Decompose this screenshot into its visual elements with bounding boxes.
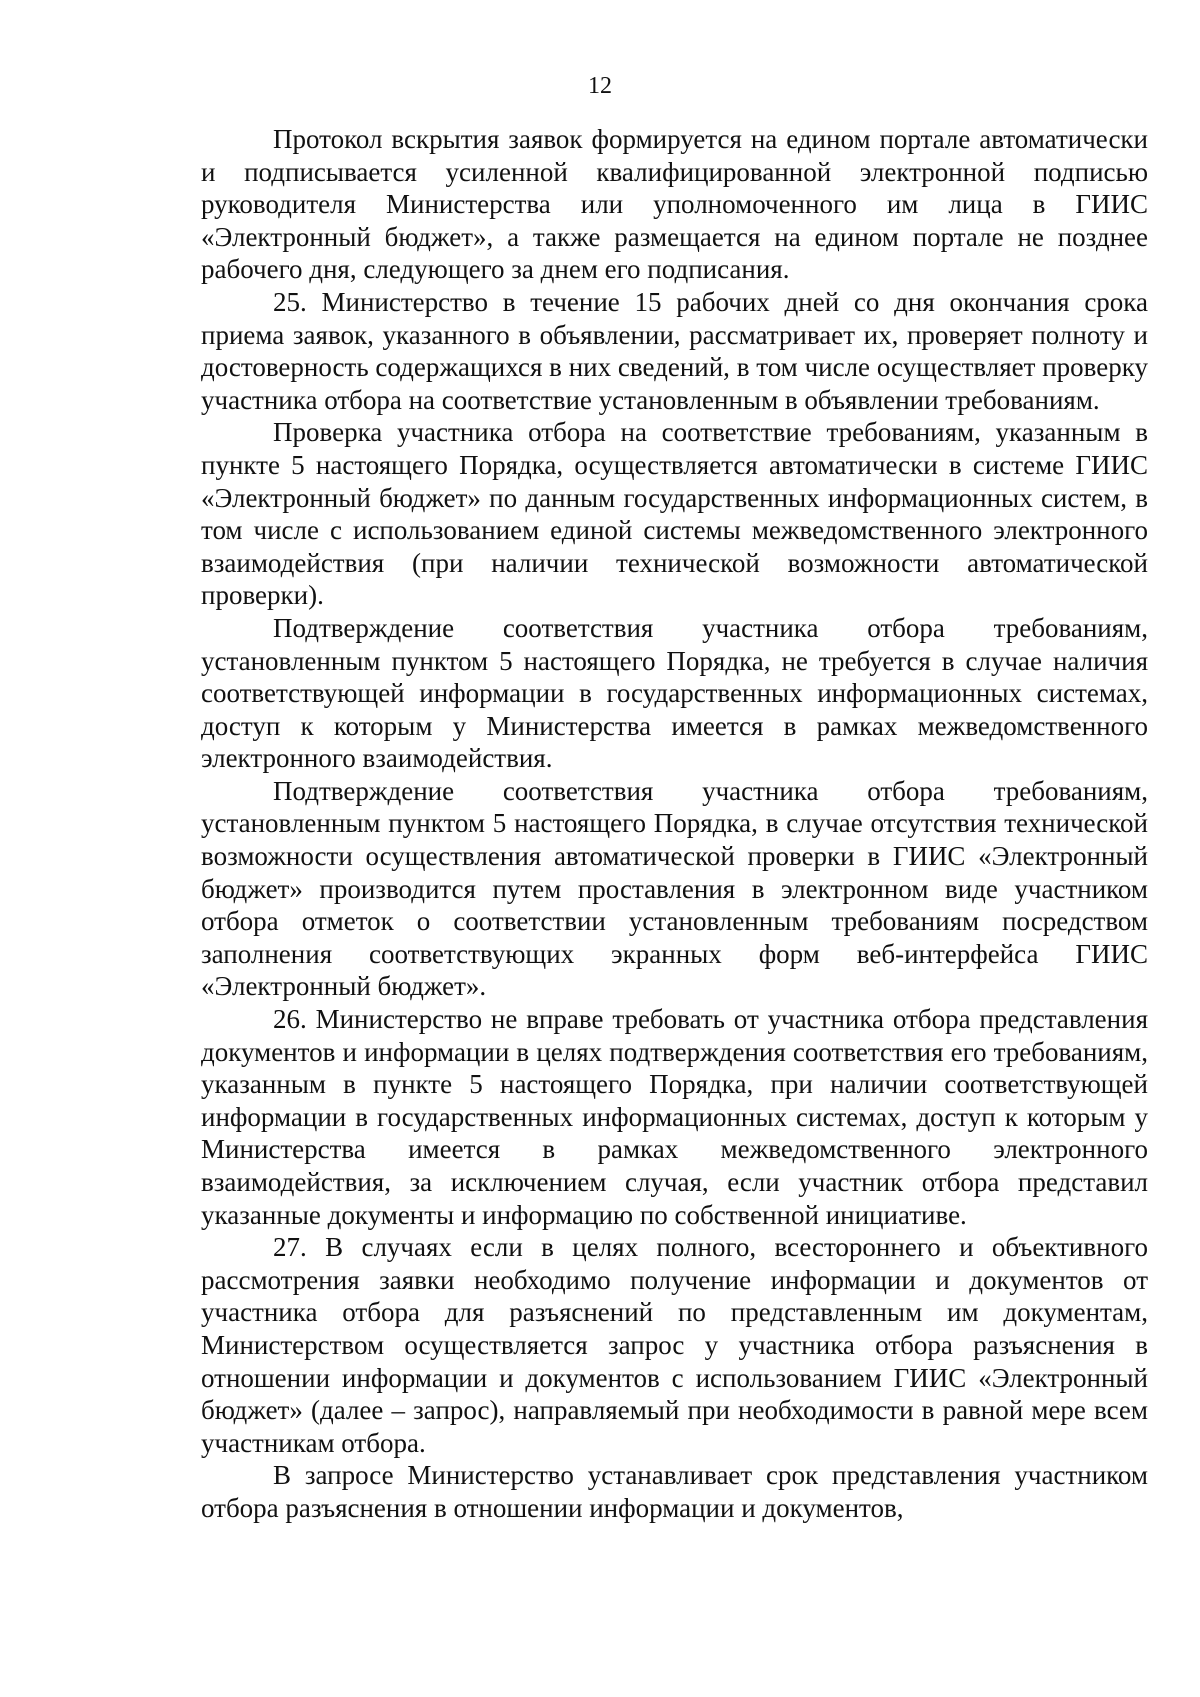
paragraph-27: 27. В случаях если в целях полного, всестороннего и объективного рассмотрения заявки необходимо получение информации и документов от участника отбора для разъяснений по представленным им документам, Министерством осуществляется запрос у участника отбора разъяснения в отношении информации и документов с использованием ГИИС «Электронный бюджет» (далее – запрос), направляемый при необходимости в равной мере всем участникам отбора. bbox=[201, 1232, 1148, 1458]
document-body bbox=[201, 123, 1148, 1525]
paragraph-request-deadline: В запросе Министерство устанавливает срок представления участником отбора разъяснения в отношении информации и документов, bbox=[201, 1460, 1148, 1523]
paragraph-confirmation-not-required: Подтверждение соответствия участника отбора требованиям, установленным пунктом 5 настоящего Порядка, не требуется в случае наличия соответствующей информации в государственных информационных системах, доступ к которым у Министерства имеется в рамках межведомственного электронного взаимодействия. bbox=[201, 612, 1148, 774]
paragraph-26: 26. Министерство не вправе требовать от участника отбора представления документов и информации в целях подтверждения соответствия его требованиям, указанным в пункте 5 настоящего Порядка, при наличии соответствующей информации в государственных информационных системах, доступ к которым у Министерства имеется в рамках межведомственного электронного взаимодействия, за исключением случая, если участник отбора представил указанные документы и информацию по собственной инициативе. bbox=[201, 1004, 1148, 1230]
paragraph-25: 25. Министерство в течение 15 рабочих дней со дня окончания срока приема заявок, указанного в объявлении, рассматривает их, проверяет полноту и достоверность содержащихся в них сведений, в том числе осуществляет проверку участника отбора на соответствие установленным в объявлении требованиям. bbox=[201, 286, 1148, 415]
page-number: 12 bbox=[588, 73, 612, 99]
paragraph-confirmation-manual: Подтверждение соответствия участника отбора требованиям, установленным пунктом 5 настоящего Порядка, в случае отсутствия технической возможности осуществления автоматической проверки в ГИИС «Электронный бюджет» производится путем проставления в электронном виде участником отбора отметок о соответствии установленным требованиям посредством заполнения соответствующих экранных форм веб-интерфейса ГИИС «Электронный бюджет». bbox=[201, 775, 1148, 1002]
paragraph-protocol: Протокол вскрытия заявок формируется на едином портале автоматически и подписывается усиленной квалифицированной электронной подписью руководителя Министерства или уполномоченного им лица в ГИИС «Электронный бюджет», а также размещается на едином портале не позднее рабочего дня, следующего за днем его подписания. bbox=[201, 124, 1148, 285]
paragraph-verification: Проверка участника отбора на соответствие требованиям, указанным в пункте 5 настоящего Порядка, осуществляется автоматически в системе ГИИС «Электронный бюджет» по данным государственных информационных систем, в том числе с использованием единой системы межведомственного электронного взаимодействия (при наличии технической возможности автоматической проверки). bbox=[201, 417, 1148, 611]
